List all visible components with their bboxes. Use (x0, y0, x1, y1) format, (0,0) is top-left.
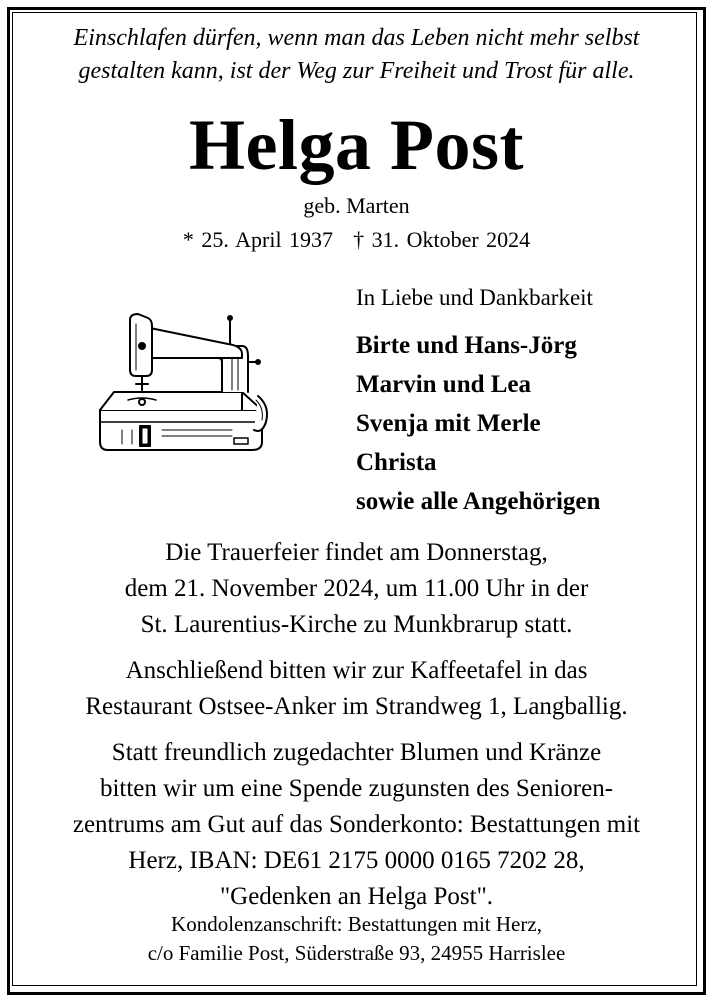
mourner-name: Svenja mit Merle (356, 410, 541, 437)
donation-line: "Gedenken an Helga Post". (219, 883, 494, 910)
funeral-line: Die Trauerfeier findet am Donnerstag, (165, 539, 548, 566)
deceased-name: Helga Post (189, 105, 524, 185)
donation-line: bitten wir um eine Spende zugunsten des Senioren- (99, 775, 614, 802)
motto-line: gestalten kann, ist der Weg zur Freiheit und Trost für alle. (78, 58, 635, 84)
reception-line: Restaurant Ostsee-Anker im Strandweg 1, Langballig. (85, 693, 628, 720)
reception-notice (20, 653, 693, 725)
birth-date: * 25. April 1937 (182, 227, 334, 252)
mourner-name: Marvin und Lea (356, 371, 532, 398)
funeral-line: St. Laurentius-Kirche zu Munkbrarup statt. (140, 611, 573, 638)
birth-name: geb. Marten (303, 193, 410, 218)
funeral-line: dem 21. November 2024, um 11.00 Uhr in der (124, 575, 589, 602)
donation-notice (20, 735, 693, 915)
donation-line: Statt freundlich zugedachter Blumen und Kränze (111, 739, 602, 766)
funeral-notice (20, 535, 693, 643)
mourner-name: Birte und Hans-Jörg (356, 332, 577, 359)
death-date: † 31. Oktober 2024 (353, 227, 531, 252)
donation-line: Herz, IBAN: DE61 2175 0000 0165 7202 28, (128, 847, 585, 874)
condolence-line: c/o Familie Post, Süderstraße 93, 24955 Harrislee (147, 941, 566, 965)
life-dates (20, 226, 693, 254)
condolence-line: Kondolenzanschrift: Bestattungen mit Herz, (171, 912, 542, 936)
reception-line: Anschließend bitten wir zur Kaffeetafel in das (125, 657, 588, 684)
mourner-name: sowie alle Angehörigen (356, 488, 601, 515)
sewing-machine-icon (92, 310, 272, 460)
mourners-list (356, 326, 600, 521)
mourner-name: Christa (356, 449, 437, 476)
motto-line: Einschlafen dürfen, wenn man das Leben nicht mehr selbst (73, 25, 640, 51)
condolence-address (20, 910, 693, 968)
donation-line: zentrums am Gut auf das Sonderkonto: Bestattungen mit (72, 811, 641, 838)
thanks-line: In Liebe und Dankbarkeit (356, 285, 593, 310)
motto (20, 22, 693, 88)
